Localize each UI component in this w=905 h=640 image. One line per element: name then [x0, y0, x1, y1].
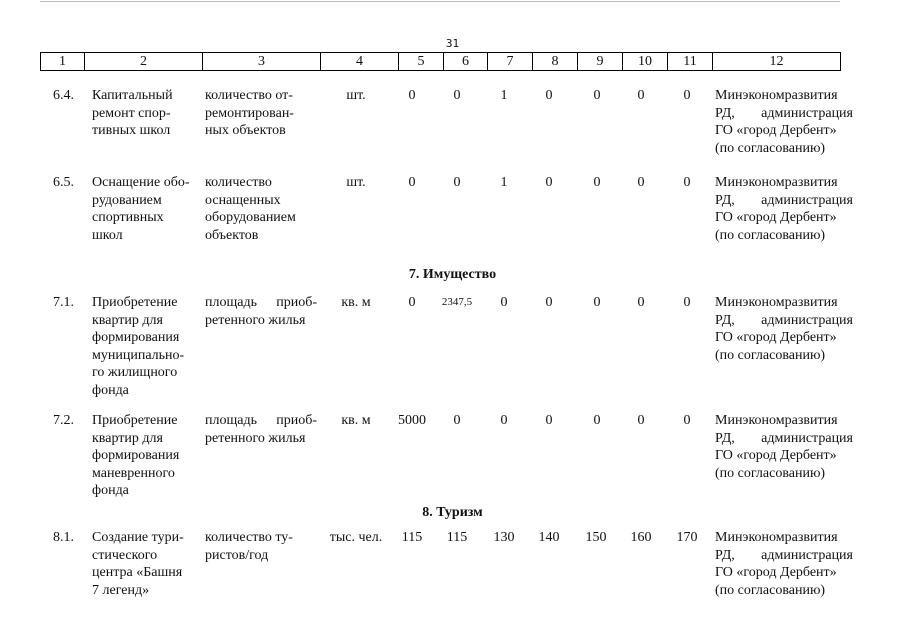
row-name: Капитальный ремонт спор- тивных школ: [92, 88, 173, 138]
row-indicator: площадь приоб- ретенного жилья: [205, 413, 317, 446]
header-cell: 10: [623, 53, 668, 71]
value-cell: 1: [500, 88, 508, 103]
table-row: [0, 529, 905, 601]
row-responsible: Минэкономразвития РД, администрация ГО «город Дербент» (по согласованию): [715, 530, 853, 598]
header-cell: 1: [41, 53, 85, 71]
header-cell: 3: [203, 53, 321, 71]
value-cell: 0: [593, 413, 601, 428]
value-cell: 0: [637, 88, 645, 103]
header-cell: 9: [578, 53, 623, 71]
section-heading: 7. Имущество: [408, 267, 497, 282]
value-cell: 0: [500, 295, 508, 310]
value-cell: 2347,5: [441, 296, 473, 308]
value-cell: 0: [545, 175, 553, 190]
header-cell: 4: [321, 53, 399, 71]
value-cell: 1: [500, 175, 508, 190]
header-cell: 11: [668, 53, 713, 71]
value-cell: 0: [593, 175, 601, 190]
row-indicator: количество от- ремонтирован- ных объектов: [205, 88, 294, 138]
header-cell: 6: [444, 53, 488, 71]
row-unit: шт.: [346, 88, 366, 103]
value-cell: 0: [637, 175, 645, 190]
table-row: [0, 87, 905, 159]
value-cell: 0: [683, 413, 691, 428]
value-cell: 150: [585, 530, 607, 545]
value-cell: 0: [683, 295, 691, 310]
section-heading: 8. Туризм: [422, 505, 483, 520]
value-cell: 0: [637, 413, 645, 428]
table-row: [0, 412, 905, 502]
row-id: 7.1.: [53, 295, 74, 310]
value-cell: 0: [545, 88, 553, 103]
row-name: Оснащение обо- рудованием спортивных школ: [92, 175, 190, 243]
header-cell: 12: [713, 53, 841, 71]
column-header-row: [40, 52, 841, 71]
value-cell: 0: [593, 88, 601, 103]
row-responsible: Минэкономразвития РД, администрация ГО «город Дербент» (по согласованию): [715, 295, 853, 363]
value-cell: 0: [453, 413, 461, 428]
value-cell: 0: [408, 295, 416, 310]
value-cell: 115: [401, 530, 423, 545]
row-unit: кв. м: [341, 413, 371, 428]
table-row: [0, 294, 905, 400]
row-name: Создание тури- стического центра «Башня 7 легенд»: [92, 530, 184, 598]
value-cell: 0: [637, 295, 645, 310]
value-cell: 0: [683, 175, 691, 190]
row-id: 8.1.: [53, 530, 74, 545]
header-cell: 5: [399, 53, 444, 71]
header-cell: 2: [85, 53, 203, 71]
row-responsible: Минэкономразвития РД, администрация ГО «город Дербент» (по согласованию): [715, 175, 853, 243]
value-cell: 160: [630, 530, 652, 545]
row-indicator: площадь приоб- ретенного жилья: [205, 295, 317, 328]
value-cell: 130: [493, 530, 515, 545]
header-cell: 8: [533, 53, 578, 71]
value-cell: 0: [545, 413, 553, 428]
row-unit: кв. м: [341, 295, 371, 310]
value-cell: 0: [408, 175, 416, 190]
row-unit: шт.: [346, 175, 366, 190]
page-top-edge: [40, 1, 840, 2]
row-responsible: Минэкономразвития РД, администрация ГО «город Дербент» (по согласованию): [715, 413, 853, 481]
row-name: Приобретение квартир для формирования маневренного фонда: [92, 413, 180, 498]
row-id: 6.4.: [53, 88, 74, 103]
value-cell: 0: [408, 88, 416, 103]
value-cell: 140: [538, 530, 560, 545]
value-cell: 5000: [398, 413, 426, 428]
row-indicator: количество оснащенных оборудованием объектов: [205, 175, 296, 243]
value-cell: 0: [500, 413, 508, 428]
value-cell: 0: [453, 88, 461, 103]
value-cell: 0: [593, 295, 601, 310]
row-id: 6.5.: [53, 175, 74, 190]
value-cell: 170: [676, 530, 698, 545]
value-cell: 0: [545, 295, 553, 310]
page-number: 31: [445, 37, 460, 50]
table-row: [0, 174, 905, 246]
value-cell: 0: [453, 175, 461, 190]
value-cell: 0: [683, 88, 691, 103]
row-responsible: Минэкономразвития РД, администрация ГО «город Дербент» (по согласованию): [715, 88, 853, 156]
value-cell: 115: [446, 530, 468, 545]
header-cell: 7: [488, 53, 533, 71]
row-name: Приобретение квартир для формирования муниципально- го жилищного фонда: [92, 295, 185, 398]
row-id: 7.2.: [53, 413, 74, 428]
row-unit: тыс. чел.: [329, 530, 383, 545]
row-indicator: количество ту- ристов/год: [205, 530, 293, 563]
